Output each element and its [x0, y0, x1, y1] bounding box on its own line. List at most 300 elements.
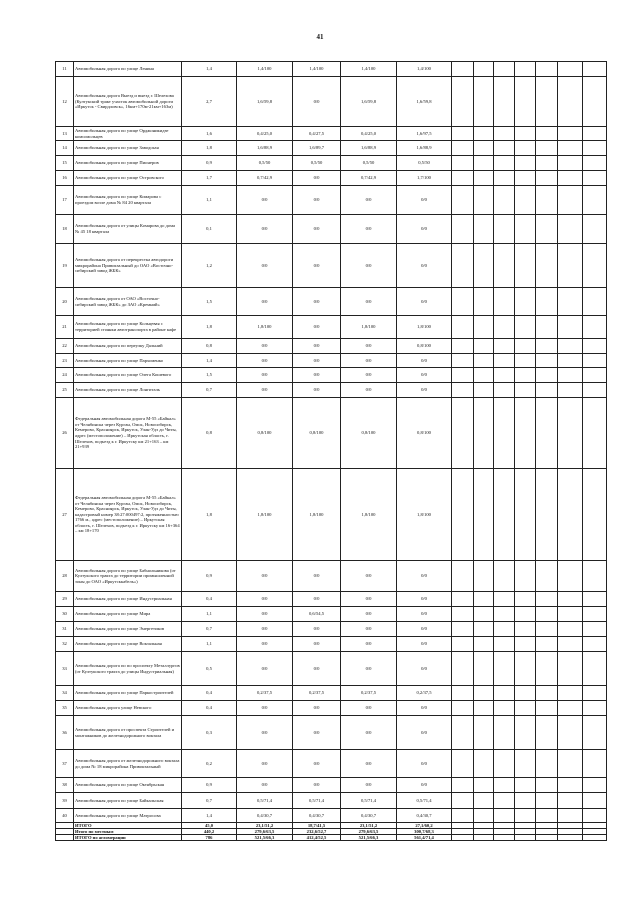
- row-number: 40: [56, 809, 74, 823]
- total-label: ИТОГО по агломерации: [74, 835, 182, 841]
- row-number: 36: [56, 716, 74, 750]
- empty-cell: [494, 316, 515, 339]
- total-label: Итого по местным: [74, 829, 182, 835]
- row-number: 21: [56, 316, 74, 339]
- value-cell: 0/0: [397, 215, 452, 244]
- value-cell: 0/0: [341, 288, 397, 316]
- table-row: [56, 592, 607, 607]
- road-name: Автомобильная дорога по улице Островского: [74, 171, 182, 186]
- road-length: 0,7: [182, 383, 237, 398]
- empty-cell: [494, 141, 515, 156]
- road-name: Автомобильная дорога по улице Байкальская: [74, 793, 182, 809]
- empty-cell: [558, 244, 583, 288]
- value-cell: 0/0: [293, 778, 341, 793]
- value-cell: 0,4/30,7: [341, 809, 397, 823]
- value-cell: 0/0: [397, 186, 452, 215]
- table-row: [56, 354, 607, 368]
- value-cell: 0/0: [237, 652, 293, 686]
- empty-cell: [474, 637, 494, 652]
- road-name: Автомобильная дорога по улице Бабнольникова (от Култукского тракта до территории промышленной зоны до ОАО «Иркутсккабель»): [74, 561, 182, 592]
- empty-cell: [494, 652, 515, 686]
- empty-cell: [515, 793, 536, 809]
- empty-cell: [536, 288, 558, 316]
- value-cell: 0,5/71,4: [397, 793, 452, 809]
- road-length: 1,5: [182, 288, 237, 316]
- value-cell: 0,5/50: [397, 156, 452, 171]
- table-row: [56, 716, 607, 750]
- empty-cell: [452, 339, 474, 354]
- page-number: 41: [316, 33, 324, 41]
- value-cell: 0/0: [237, 778, 293, 793]
- empty-cell: [452, 652, 474, 686]
- road-length: 1,1: [182, 637, 237, 652]
- value-cell: 412,4/52,5: [293, 835, 341, 841]
- empty-cell: [536, 750, 558, 778]
- table-row: [56, 244, 607, 288]
- row-number: 13: [56, 127, 74, 141]
- value-cell: 0/0: [237, 637, 293, 652]
- road-length: 1,1: [182, 186, 237, 215]
- value-cell: 0/0: [237, 383, 293, 398]
- empty-cell: [452, 354, 474, 368]
- empty-cell: [536, 793, 558, 809]
- road-length: 0,9: [182, 778, 237, 793]
- value-cell: 279,6/63,5: [237, 829, 293, 835]
- empty-cell: [536, 383, 558, 398]
- empty-cell: [558, 186, 583, 215]
- empty-cell: [536, 244, 558, 288]
- empty-cell: [452, 316, 474, 339]
- value-cell: 0,5/50: [237, 156, 293, 171]
- value-cell: 0/0: [237, 288, 293, 316]
- empty-cell: [583, 171, 607, 186]
- empty-cell: [583, 127, 607, 141]
- value-cell: 0,7/42,9: [341, 171, 397, 186]
- value-cell: 0,2/37,5: [397, 686, 452, 701]
- road-name: Автомобильная дорога по улице Матросова: [74, 809, 182, 823]
- empty-cell: [474, 141, 494, 156]
- empty-cell: [452, 215, 474, 244]
- value-cell: 0,4/25,0: [341, 127, 397, 141]
- road-name: Автомобильная дорога по улице Октябрьская: [74, 778, 182, 793]
- empty-cell: [515, 215, 536, 244]
- value-cell: 0,2/37,5: [341, 686, 397, 701]
- road-length: 440,2: [182, 829, 237, 835]
- road-name: Автомобильная дорога по по проспекту Металлургов (от Култукского тракта до улицы Индустриальная): [74, 652, 182, 686]
- value-cell: 0/0: [293, 592, 341, 607]
- road-length: 1,6: [182, 127, 237, 141]
- empty-cell: [558, 750, 583, 778]
- row-number: 28: [56, 561, 74, 592]
- empty-cell: [583, 622, 607, 637]
- empty-cell: [515, 809, 536, 823]
- value-cell: 0/0: [397, 622, 452, 637]
- empty-cell: [494, 156, 515, 171]
- value-cell: 1,8/100: [293, 469, 341, 561]
- value-cell: 232,6/52,7: [293, 829, 341, 835]
- empty-cell: [452, 156, 474, 171]
- value-cell: 0/0: [293, 244, 341, 288]
- road-name: Автомобильная дорога по улице Мира: [74, 607, 182, 622]
- empty-cell: [474, 244, 494, 288]
- empty-cell: [474, 171, 494, 186]
- empty-cell: [536, 156, 558, 171]
- empty-cell: [558, 288, 583, 316]
- empty-cell: [583, 186, 607, 215]
- road-name: Автомобильная дорога по улице Лонгиталь: [74, 383, 182, 398]
- empty-cell: [558, 127, 583, 141]
- empty-cell: [558, 77, 583, 127]
- row-number: 39: [56, 793, 74, 809]
- empty-cell: [474, 622, 494, 637]
- empty-cell: [494, 637, 515, 652]
- value-cell: 0/0: [397, 561, 452, 592]
- empty-cell: [536, 686, 558, 701]
- road-name: Автомобильная дорога Выезд и выезд г. Шелехова (Култукский тракт участок автомобильной дороги «Иркутск - Свирдловск», 16км+170м-21км+163м): [74, 77, 182, 127]
- empty-cell: [558, 354, 583, 368]
- roads-table: [55, 61, 607, 841]
- road-name: Автомобильная дорога улице Невского: [74, 701, 182, 716]
- value-cell: 0/0: [293, 77, 341, 127]
- road-name: Автомобильная дорога по улице Ленина: [74, 62, 182, 77]
- row-number: 14: [56, 141, 74, 156]
- value-cell: 23,1/51,2: [237, 823, 293, 829]
- empty-cell: [474, 156, 494, 171]
- empty-cell: [583, 288, 607, 316]
- row-number: 24: [56, 368, 74, 383]
- value-cell: 1,8/100: [237, 316, 293, 339]
- value-cell: 0/0: [293, 561, 341, 592]
- table-row: [56, 778, 607, 793]
- row-number: 25: [56, 383, 74, 398]
- road-name: Автомобильная дорога по улице Орджоникидзе комсомольцев: [74, 127, 182, 141]
- value-cell: 0/0: [341, 215, 397, 244]
- empty-cell: [452, 637, 474, 652]
- value-cell: 0/0: [341, 750, 397, 778]
- empty-cell: [583, 652, 607, 686]
- table-row: [56, 186, 607, 215]
- road-length: 1,4: [182, 809, 237, 823]
- empty-cell: [515, 171, 536, 186]
- value-cell: 0/0: [341, 716, 397, 750]
- empty-cell: [515, 316, 536, 339]
- table-row: [56, 469, 607, 561]
- empty-cell: [583, 592, 607, 607]
- empty-cell: [474, 186, 494, 215]
- empty-cell: [515, 716, 536, 750]
- row-number: 23: [56, 354, 74, 368]
- table-row: [56, 607, 607, 622]
- empty-cell: [452, 383, 474, 398]
- empty-cell: [583, 141, 607, 156]
- empty-cell: [558, 809, 583, 823]
- value-cell: 1,4/100: [341, 62, 397, 77]
- empty-cell: [515, 368, 536, 383]
- empty-cell: [515, 652, 536, 686]
- empty-cell: [515, 156, 536, 171]
- empty-cell: [494, 607, 515, 622]
- empty-cell: [515, 127, 536, 141]
- empty-cell: [536, 186, 558, 215]
- value-cell: 0,4/30,7: [237, 809, 293, 823]
- road-length: 0,2: [182, 750, 237, 778]
- table-row: [56, 141, 607, 156]
- empty-cell: [452, 561, 474, 592]
- empty-cell: [515, 686, 536, 701]
- value-cell: 0/0: [293, 750, 341, 778]
- value-cell: 0/0: [293, 354, 341, 368]
- empty-cell: [452, 77, 474, 127]
- empty-cell: [494, 622, 515, 637]
- value-cell: 1,8/100: [341, 469, 397, 561]
- table-row: [56, 215, 607, 244]
- value-cell: 521,5/66,3: [237, 835, 293, 841]
- empty-cell: [452, 793, 474, 809]
- empty-cell: [474, 652, 494, 686]
- value-cell: 0/0: [341, 652, 397, 686]
- empty-cell: [474, 339, 494, 354]
- empty-cell: [536, 171, 558, 186]
- value-cell: 0/0: [397, 288, 452, 316]
- empty-cell: [494, 215, 515, 244]
- empty-cell: [583, 383, 607, 398]
- road-name: Автомобильная дорога по улице Комарова с проездом возле дома № 84 20 квартала: [74, 186, 182, 215]
- table-row: [56, 316, 607, 339]
- empty-cell: [558, 215, 583, 244]
- empty-cell: [558, 793, 583, 809]
- empty-cell: [494, 171, 515, 186]
- road-length: 45,0: [182, 823, 237, 829]
- road-length: 0,9: [182, 156, 237, 171]
- empty-cell: [474, 686, 494, 701]
- empty-cell: [474, 316, 494, 339]
- road-length: 0,8: [182, 339, 237, 354]
- empty-cell: [536, 637, 558, 652]
- value-cell: 0/0: [237, 339, 293, 354]
- empty-cell: [515, 339, 536, 354]
- empty-cell: [583, 244, 607, 288]
- road-length: 1,4: [182, 62, 237, 77]
- value-cell: 300,7/68,3: [397, 829, 452, 835]
- empty-cell: [494, 835, 515, 841]
- road-length: 1,8: [182, 469, 237, 561]
- empty-cell: [474, 127, 494, 141]
- empty-cell: [515, 469, 536, 561]
- empty-cell: [583, 716, 607, 750]
- table-row: [56, 156, 607, 171]
- empty-cell: [452, 686, 474, 701]
- empty-cell: [583, 561, 607, 592]
- value-cell: 0,2/37,5: [293, 686, 341, 701]
- row-number: 22: [56, 339, 74, 354]
- value-cell: 0,8/100: [341, 398, 397, 469]
- road-length: 1,8: [182, 316, 237, 339]
- empty-cell: [583, 156, 607, 171]
- empty-cell: [583, 793, 607, 809]
- empty-cell: [494, 77, 515, 127]
- value-cell: 23,1/51,2: [341, 823, 397, 829]
- empty-cell: [558, 592, 583, 607]
- empty-cell: [558, 368, 583, 383]
- empty-cell: [452, 809, 474, 823]
- value-cell: 0/0: [397, 652, 452, 686]
- table-row: [56, 383, 607, 398]
- table-row: [56, 637, 607, 652]
- value-cell: 0/0: [293, 339, 341, 354]
- road-name: Автомобильная дорога по улице Олега Кошевого: [74, 368, 182, 383]
- value-cell: 0/0: [341, 383, 397, 398]
- value-cell: 27,1/60,2: [397, 823, 452, 829]
- empty-cell: [515, 750, 536, 778]
- table-body: [56, 62, 607, 841]
- empty-cell: [536, 778, 558, 793]
- empty-cell: [474, 77, 494, 127]
- empty-cell: [494, 716, 515, 750]
- value-cell: 0/0: [397, 701, 452, 716]
- value-cell: 0/0: [293, 652, 341, 686]
- empty-cell: [558, 141, 583, 156]
- empty-cell: [452, 701, 474, 716]
- empty-cell: [515, 398, 536, 469]
- empty-cell: [494, 354, 515, 368]
- empty-cell: [474, 62, 494, 77]
- value-cell: 1,8/100: [397, 316, 452, 339]
- value-cell: 0/0: [341, 561, 397, 592]
- row-number: 19: [56, 244, 74, 288]
- road-name: Автомобильная дорога по улице Энергетиков: [74, 622, 182, 637]
- empty-cell: [558, 778, 583, 793]
- value-cell: 0/0: [341, 622, 397, 637]
- table-row: [56, 793, 607, 809]
- value-cell: 0/0: [237, 244, 293, 288]
- table-row: [56, 339, 607, 354]
- empty-cell: [452, 141, 474, 156]
- empty-cell: [558, 62, 583, 77]
- road-name: Автомобильная дорога от перекрестка автодороги микрорайона Привокзальный до ОАО «Восточно-сибирский завод ЖБК»: [74, 244, 182, 288]
- value-cell: 0/0: [293, 368, 341, 383]
- empty-cell: [452, 750, 474, 778]
- empty-cell: [452, 622, 474, 637]
- empty-cell: [558, 339, 583, 354]
- row-number: 34: [56, 686, 74, 701]
- table-row: [56, 77, 607, 127]
- value-cell: 1,6/89,7: [293, 141, 341, 156]
- road-name: Автомобильная дорога от улицы Комарова до дома № 45 18 квартала: [74, 215, 182, 244]
- empty-cell: [536, 62, 558, 77]
- table-row: [56, 686, 607, 701]
- road-name: Автомобильная дорога по улице Индустриальная: [74, 592, 182, 607]
- row-number: 38: [56, 778, 74, 793]
- empty-cell: [558, 171, 583, 186]
- road-length: 0,3: [182, 716, 237, 750]
- row-number: 37: [56, 750, 74, 778]
- empty-cell: [583, 607, 607, 622]
- empty-cell: [474, 701, 494, 716]
- value-cell: 0/0: [237, 368, 293, 383]
- empty-cell: [558, 686, 583, 701]
- empty-cell: [515, 835, 536, 841]
- value-cell: 0/0: [397, 244, 452, 288]
- row-number: 15: [56, 156, 74, 171]
- value-cell: 0/0: [397, 637, 452, 652]
- value-cell: 279,6/63,5: [341, 829, 397, 835]
- road-name: Федеральная автомобильная дорога М-55 «Байкал» от Челябинска через Курган, Омск, Новосибирск, Кемерово, Красноярск, Иркутск, Улан-Удэ до Читы, адрес (местоположение) – Иркутская область, г. Шелехов, подъезд к г. Иркутску км 21+163 – км 21+939: [74, 398, 182, 469]
- empty-cell: [474, 607, 494, 622]
- empty-cell: [558, 716, 583, 750]
- row-number: 17: [56, 186, 74, 215]
- value-cell: 1,6/97,5: [397, 127, 452, 141]
- empty-cell: [452, 62, 474, 77]
- empty-cell: [494, 469, 515, 561]
- value-cell: 0/0: [341, 354, 397, 368]
- empty-cell: [494, 244, 515, 288]
- empty-cell: [536, 607, 558, 622]
- row-number: 11: [56, 62, 74, 77]
- empty-cell: [452, 288, 474, 316]
- value-cell: 1,6/88,9: [397, 141, 452, 156]
- table-row: [56, 288, 607, 316]
- road-name: Автомобильная дорога по улице Паркостроителей: [74, 686, 182, 701]
- empty-cell: [558, 607, 583, 622]
- value-cell: 1,6/88,9: [237, 141, 293, 156]
- empty-cell: [494, 288, 515, 316]
- empty-cell: [515, 622, 536, 637]
- value-cell: 0/0: [293, 622, 341, 637]
- road-name: Автомобильная дорога от ОАО «Восточно-сибирский завод ЖБК» до ЗАО «Кремний»: [74, 288, 182, 316]
- value-cell: 0/0: [293, 288, 341, 316]
- row-number: 31: [56, 622, 74, 637]
- table-row: [56, 561, 607, 592]
- empty-cell: [494, 701, 515, 716]
- empty-cell: [474, 215, 494, 244]
- table-row: [56, 809, 607, 823]
- value-cell: 0/0: [293, 383, 341, 398]
- value-cell: 0/0: [237, 186, 293, 215]
- road-length: 1,8: [182, 141, 237, 156]
- empty-cell: [474, 778, 494, 793]
- road-length: 0,4: [182, 701, 237, 716]
- empty-cell: [583, 835, 607, 841]
- empty-cell: [558, 383, 583, 398]
- empty-cell: [452, 398, 474, 469]
- value-cell: 0/0: [341, 339, 397, 354]
- value-cell: 0,8/100: [237, 398, 293, 469]
- value-cell: 0/0: [397, 607, 452, 622]
- road-name: Автомобильная дорога по улице Кольцевая с территорией стоянки автотранспорта в районе кафе: [74, 316, 182, 339]
- value-cell: 0/0: [237, 354, 293, 368]
- empty-cell: [494, 398, 515, 469]
- value-cell: 0/0: [397, 354, 452, 368]
- value-cell: 0/0: [397, 778, 452, 793]
- empty-cell: [474, 398, 494, 469]
- empty-cell: [515, 288, 536, 316]
- empty-cell: [452, 127, 474, 141]
- road-length: 1,5: [182, 368, 237, 383]
- road-length: 1,2: [182, 244, 237, 288]
- empty-cell: [583, 368, 607, 383]
- empty-cell: [452, 778, 474, 793]
- row-number: 30: [56, 607, 74, 622]
- value-cell: 0,5/71,4: [341, 793, 397, 809]
- empty-cell: [515, 701, 536, 716]
- value-cell: 0/0: [293, 316, 341, 339]
- value-cell: 0/0: [293, 215, 341, 244]
- value-cell: 1,8/100: [237, 469, 293, 561]
- empty-cell: [494, 62, 515, 77]
- empty-cell: [536, 398, 558, 469]
- empty-cell: [474, 835, 494, 841]
- empty-cell: [474, 469, 494, 561]
